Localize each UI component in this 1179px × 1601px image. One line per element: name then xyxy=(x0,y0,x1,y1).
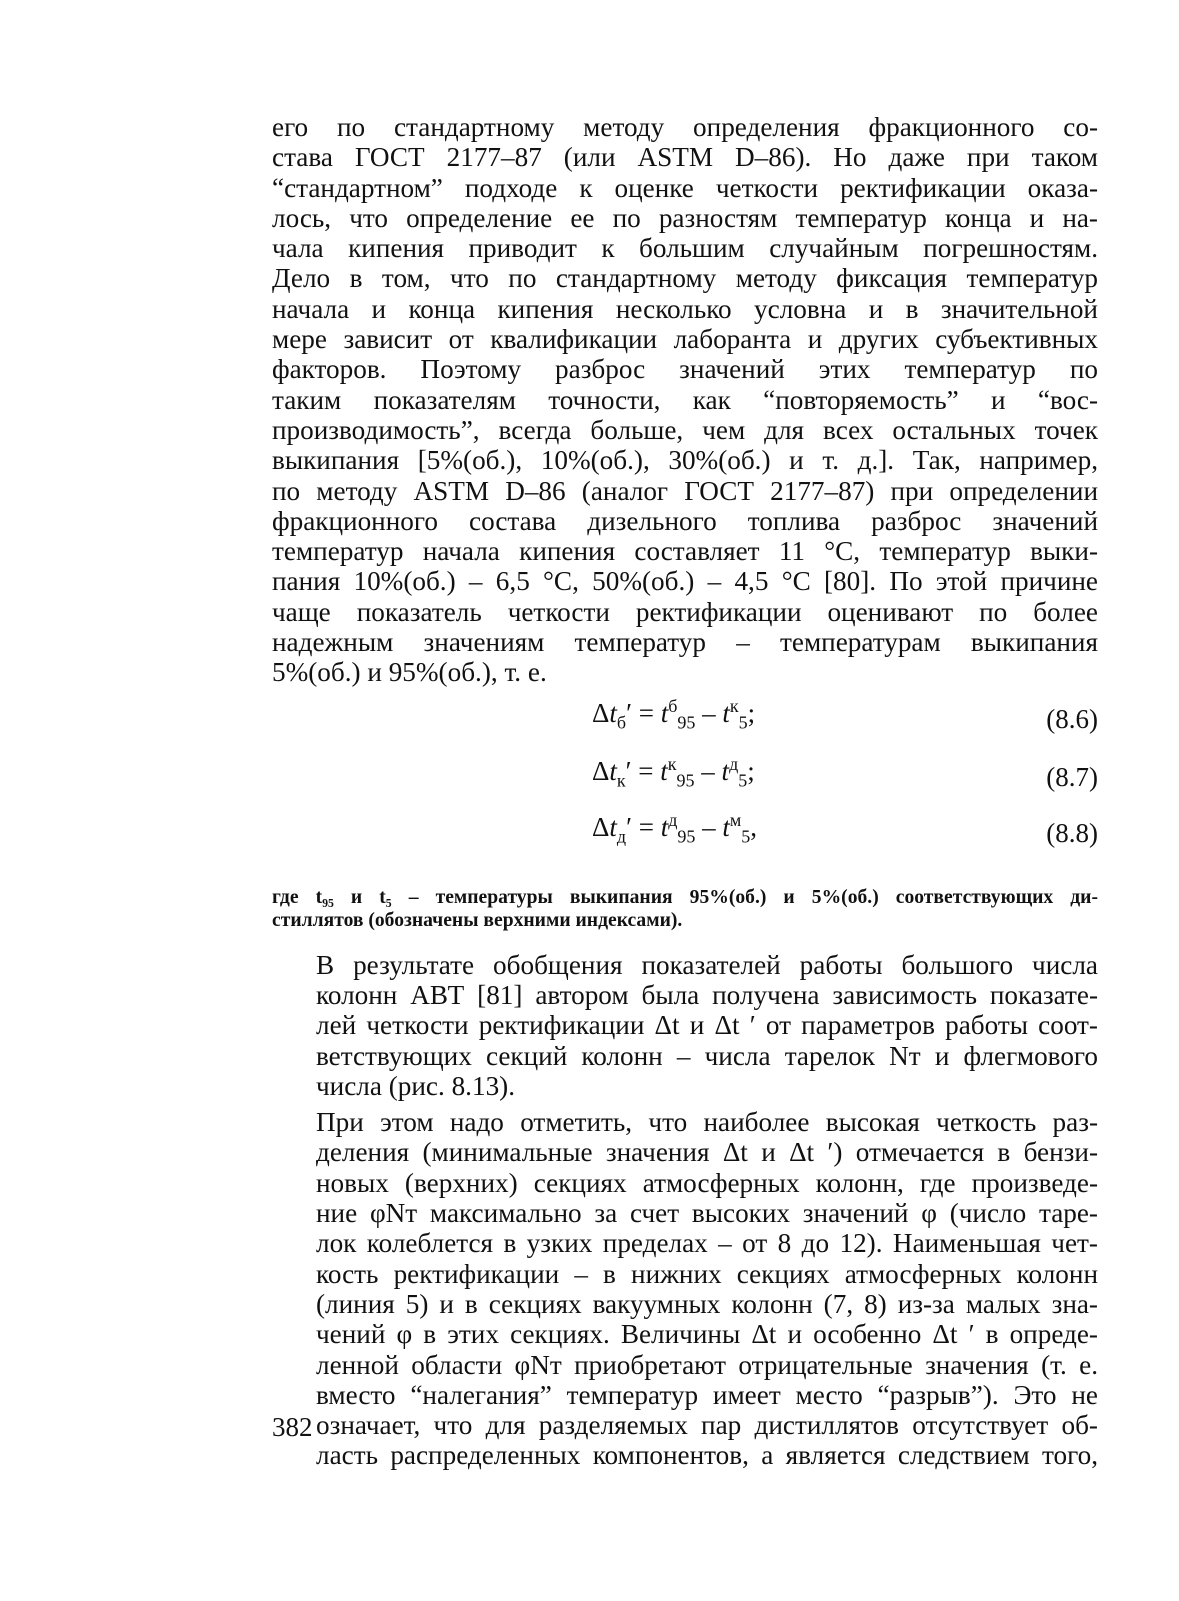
rhs2-superscript: м xyxy=(729,809,742,830)
text-line: колонн АВТ [81] автором была получена зависимость показате- xyxy=(316,979,1098,1010)
formula-end: ; xyxy=(747,697,756,728)
formula-block xyxy=(272,694,1098,882)
text-line: выкипания [5%(об.), 10%(об.), 30%(об.) и т. д.]. Так, например, xyxy=(272,445,1098,476)
page-body xyxy=(272,112,1098,1471)
formula-expression xyxy=(592,753,755,791)
formula-end: , xyxy=(750,811,758,842)
text-line: вместо “налегания” температур имеет место “разрыв”). Это не xyxy=(316,1379,1098,1410)
rhs2-subscript: 5 xyxy=(738,712,748,733)
text-line: числа (рис. 8.13). xyxy=(316,1070,516,1101)
text-line: факторов. Поэтому разброс значений этих температур по xyxy=(272,354,1098,385)
lhs-sub: б xyxy=(616,712,627,733)
rhs2-superscript: д xyxy=(729,753,739,774)
text-line: начала и конца кипения несколько условна и в значительной xyxy=(272,293,1098,324)
text-line: означает, что для разделяемых пар дистиллятов отсутствует об- xyxy=(316,1410,1098,1441)
minus-sign: – xyxy=(695,811,723,842)
text-line: чаще показатель четкости ректификации оценивают по более xyxy=(272,596,1098,627)
rhs1-superscript: б xyxy=(668,695,678,716)
text-line: 5%(об.) и 95%(об.), т. е. xyxy=(272,657,547,688)
variable-t: t xyxy=(660,755,668,786)
rhs1-subscript: 95 xyxy=(677,712,696,733)
text-line: мере зависит от квалификации лаборанта и других субъективных xyxy=(272,324,1098,355)
text-line: кость ректификации – в нижних секциях атмосферных колонн xyxy=(316,1258,1098,1289)
variable-t: t xyxy=(609,811,617,842)
text-line: “стандартном” подходе к оценке четкости ректификации оказа- xyxy=(272,172,1098,203)
text-line: ние φNт максимально за счет высоких значений φ (число таре- xyxy=(316,1198,1098,1229)
text-line: фракционного состава дизельного топлива разброс значений xyxy=(272,505,1098,536)
formula-8-6 xyxy=(272,695,1098,748)
formula-expression xyxy=(592,695,756,733)
text-line: производимость”, всегда больше, чем для всех остальных точек xyxy=(272,414,1098,445)
text-line: надежным значениям температур – температурам выкипания xyxy=(272,627,1098,658)
text-line: новых (верхних) секциях атмосферных колонн, где произведе- xyxy=(316,1167,1098,1198)
formula-end: ; xyxy=(747,755,755,786)
text-line: температур начала кипения составляет 11 °С, температур выки- xyxy=(272,536,1098,567)
text-line: чений φ в этих секциях. Величины Δt и особенно Δt ′ в опреде- xyxy=(316,1319,1098,1350)
text-line: пания 10%(об.) – 6,5 °С, 50%(об.) – 4,5 °С [80]. По этой причине xyxy=(272,566,1098,597)
text-line: по методу ASTM D–86 (аналог ГОСТ 2177–87) при определении xyxy=(272,475,1098,506)
text-line: лось, что определение ее по разностям температур конца и на- xyxy=(272,202,1098,233)
formula-8-7 xyxy=(272,753,1098,806)
equals-sign: = xyxy=(631,811,661,842)
rhs2-superscript: к xyxy=(729,695,739,716)
rhs2-subscript: 5 xyxy=(741,826,751,847)
paragraph-1 xyxy=(272,112,1098,688)
variable-t: t xyxy=(722,811,730,842)
prime: ′ xyxy=(626,811,632,842)
text-line: ленной области φNт приобретают отрицательные значения (т. е. xyxy=(316,1349,1098,1380)
formula-8-8 xyxy=(272,809,1098,862)
rhs2-subscript: 5 xyxy=(738,770,748,791)
delta-symbol: Δ xyxy=(592,697,610,728)
text-line: деления (минимальные значения Δt и Δt ′) отмечается в бензи- xyxy=(316,1137,1098,1168)
minus-sign: – xyxy=(694,755,722,786)
text-line: его по стандартному методу определения фракционного со- xyxy=(272,112,1098,142)
equation-number: (8.7) xyxy=(1046,761,1098,792)
text-line: лок колеблется в узких пределах – от 8 до 12). Наименьшая чет- xyxy=(316,1228,1098,1259)
note-line: стиллятов (обозначены верхними индексами). xyxy=(272,909,683,931)
equation-number: (8.8) xyxy=(1046,817,1098,848)
variable-t: t xyxy=(660,697,669,728)
variable-t: t xyxy=(660,811,669,842)
variable-t: t xyxy=(609,755,617,786)
paragraph-2 xyxy=(272,950,1098,1101)
variable-t: t xyxy=(609,697,617,728)
text-line: таким показателям точности, как “повторяемость” и “вос- xyxy=(272,384,1098,415)
paragraph-3 xyxy=(272,1107,1098,1471)
note-line: где t₉₅ и t₅ – температуры выкипания 95%(об.) и 5%(об.) соответствующих ди- xyxy=(272,886,1098,908)
text-line: лей четкости ректификации Δt и Δt ′ от параметров работы соот- xyxy=(316,1010,1098,1041)
lhs-sub: д xyxy=(616,826,627,847)
lhs-subscript xyxy=(617,770,626,790)
variable-t: t xyxy=(722,697,730,728)
lhs-sub: к xyxy=(616,770,626,791)
rhs1-subscript: 95 xyxy=(676,770,695,791)
text-line: ветствующих секций колонн – числа тарелок Nт и флегмового xyxy=(316,1040,1098,1071)
formula-expression xyxy=(592,809,758,847)
equation-number: (8.6) xyxy=(1046,703,1098,734)
equals-sign: = xyxy=(631,697,661,728)
text-line: Дело в том, что по стандартному методу фиксация температур xyxy=(272,263,1098,294)
rhs1-subscript: 95 xyxy=(677,826,696,847)
page-number: 382 xyxy=(272,1412,313,1442)
text-line: При этом надо отметить, что наиболее высокая четкость раз- xyxy=(316,1107,1098,1138)
formula-note xyxy=(272,886,1098,932)
text-line: В результате обобщения показателей работы большого числа xyxy=(316,949,1098,980)
text-line: ласть распределенных компонентов, а является следствием того, xyxy=(316,1440,1098,1471)
prime: ′ xyxy=(626,697,632,728)
minus-sign: – xyxy=(695,697,723,728)
rhs1-superscript: к xyxy=(667,753,677,774)
rhs1-superscript: д xyxy=(668,809,678,830)
equals-sign: = xyxy=(631,755,661,786)
delta-symbol: Δ xyxy=(592,755,610,786)
text-line: (линия 5) и в секциях вакуумных колонн (7, 8) из-за малых зна- xyxy=(316,1288,1098,1319)
variable-t: t xyxy=(721,755,730,786)
text-line: чала кипения приводит к большим случайным погрешностям. xyxy=(272,233,1098,264)
delta-symbol: Δ xyxy=(592,811,610,842)
lhs-subscript xyxy=(617,712,626,732)
lhs-subscript xyxy=(617,826,626,846)
prime: ′ xyxy=(625,755,632,786)
text-line: става ГОСТ 2177–87 (или ASTM D–86). Но даже при таком xyxy=(272,142,1098,173)
